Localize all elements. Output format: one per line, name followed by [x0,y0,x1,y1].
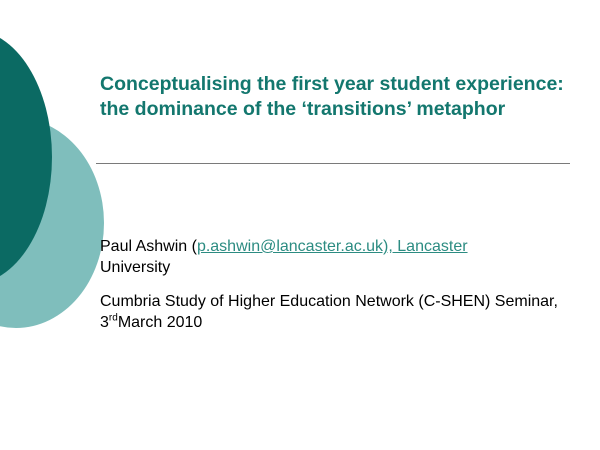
author-affiliation: University [100,259,171,276]
seminar-network: Cumbria Study of Higher Education Network (C-SHEN) Seminar, 3 [100,293,558,331]
author-line [100,236,570,278]
slide-title: Conceptualising the first year student experience: the dominance of the ‘transitions’ metaphor [100,73,564,120]
author-email-link[interactable]: p.ashwin@lancaster.ac.uk), Lancaster [196,238,468,255]
ordinal-suffix: rd [108,312,118,324]
seminar-line [100,291,570,333]
title-divider [96,163,570,164]
seminar-date: March 2010 [117,314,203,331]
author-name: Paul Ashwin ( [100,238,197,255]
